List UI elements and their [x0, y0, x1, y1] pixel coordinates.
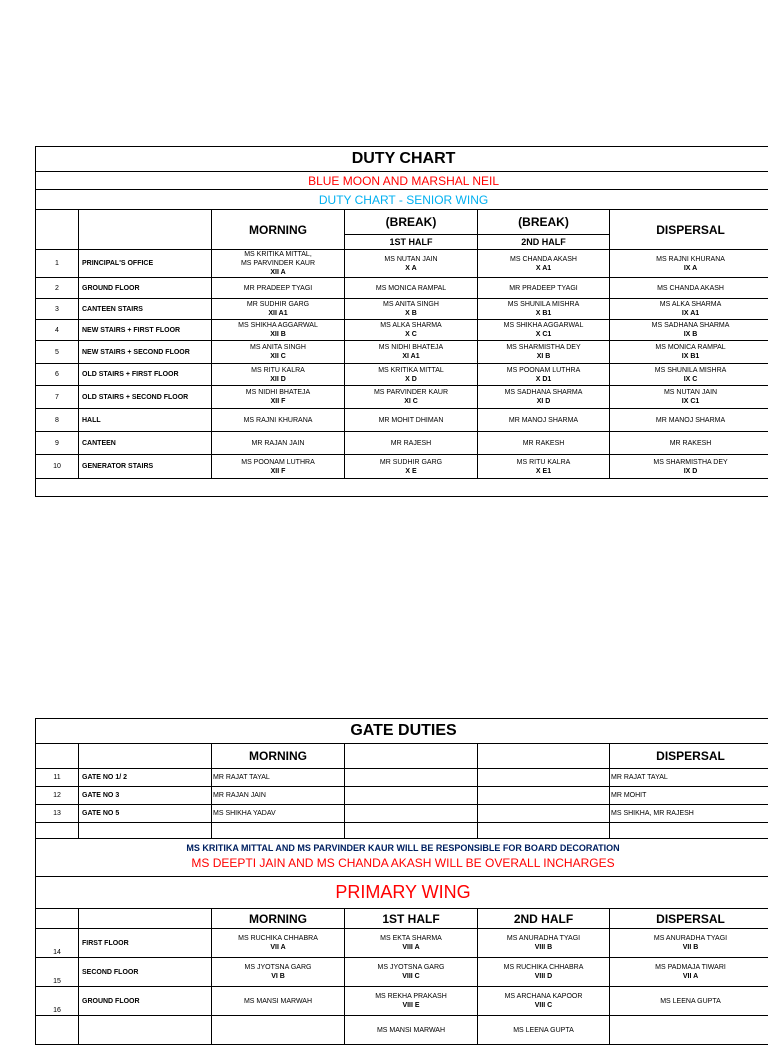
gate-dispersal-duty: MR RAJAT TAYAL — [610, 769, 768, 787]
duty-location: FIRST FLOOR — [79, 929, 212, 958]
duty-cell-d — [610, 250, 768, 278]
row-number: 3 — [36, 299, 79, 320]
duty-cell-d — [610, 409, 768, 432]
duty-chart-title: DUTY CHART — [36, 147, 768, 172]
teacher-name: MS RUCHIKA CHHABRA — [212, 934, 344, 943]
teacher-name: MS NIDHI BHATEJA — [345, 343, 477, 352]
primary-header-2nd-half: 2ND HALF — [478, 909, 610, 929]
blank-cell — [345, 769, 478, 787]
class-section: XI B — [478, 352, 609, 361]
duty-cell-h2 — [478, 987, 610, 1016]
duty-location: HALL — [79, 409, 212, 432]
teacher-name: MS SADHANA SHARMA — [610, 321, 768, 330]
duty-cell-d — [610, 958, 768, 987]
duty-cell-b1 — [345, 250, 478, 278]
teacher-name: MS CHANDA AKASH — [610, 284, 768, 293]
duty-cell-b2 — [478, 386, 610, 409]
row-number: 7 — [36, 386, 79, 409]
blank-header-cell — [36, 909, 79, 929]
blank-cell — [478, 479, 610, 497]
class-section: XII A — [212, 268, 344, 277]
duty-cell-m — [212, 299, 345, 320]
row-number: 2 — [36, 278, 79, 299]
senior-duty-table — [35, 146, 768, 497]
class-section: IX C — [610, 375, 768, 384]
blank-header-cell — [478, 744, 610, 769]
teacher-name: MR PRADEEP TYAGI — [478, 284, 609, 293]
duty-cell-b1 — [345, 364, 478, 386]
duty-cell-b2 — [478, 299, 610, 320]
duty-cell-m — [212, 958, 345, 987]
row-number: 6 — [36, 364, 79, 386]
duty-cell-b2 — [478, 455, 610, 479]
blank-header-cell — [36, 744, 79, 769]
class-section: IX A — [610, 264, 768, 273]
duty-location: CANTEEN STAIRS — [79, 299, 212, 320]
class-section: VII A — [610, 972, 768, 981]
teacher-name: MS ANITA SINGH — [345, 300, 477, 309]
teacher-name: MS SHUNILA MISHRA — [478, 300, 609, 309]
duty-cell-h1 — [345, 958, 478, 987]
teacher-name: MS MANSI MARWAH — [212, 997, 344, 1006]
class-section: XI D — [478, 397, 609, 406]
duty-location: OLD STAIRS + SECOND FLOOR — [79, 386, 212, 409]
duty-cell-b1 — [345, 278, 478, 299]
class-section: X D — [345, 375, 477, 384]
primary-wing-title: PRIMARY WING — [36, 876, 768, 908]
duty-cell-m — [212, 929, 345, 958]
teacher-name: MS MONICA RAMPAL — [610, 343, 768, 352]
row-number: 5 — [36, 341, 79, 364]
table-row — [36, 250, 768, 278]
class-section: X E1 — [478, 467, 609, 476]
teacher-name: MS SHIKHA AGGARWAL — [478, 321, 609, 330]
gate-location: GATE NO 5 — [79, 805, 212, 823]
class-section: IX C1 — [610, 397, 768, 406]
duty-location: SECOND FLOOR — [79, 958, 212, 987]
duty-cell-b2 — [478, 278, 610, 299]
teacher-name: MS PARVINDER KAUR — [345, 388, 477, 397]
gate-dispersal-duty: MS SHIKHA, MR RAJESH — [610, 805, 768, 823]
duty-cell-b1 — [345, 432, 478, 455]
teacher-name: MS ALKA SHARMA — [610, 300, 768, 309]
table-row — [36, 320, 768, 341]
class-section: VI B — [212, 972, 344, 981]
class-section: XII D — [212, 375, 344, 384]
teacher-name: MR MOHIT DHIMAN — [345, 416, 477, 425]
teacher-name: MS REKHA PRAKASH — [345, 992, 477, 1001]
teacher-name: MR PRADEEP TYAGI — [212, 284, 344, 293]
class-section: X D1 — [478, 375, 609, 384]
duty-cell-b2 — [478, 341, 610, 364]
duty-cell-h1 — [345, 1016, 478, 1045]
blank-header-cell — [79, 744, 212, 769]
class-section: IX D — [610, 467, 768, 476]
teacher-name: MS POONAM LUTHRA — [478, 366, 609, 375]
row-number: 14 — [36, 929, 79, 958]
teacher-name: MS JYOTSNA GARG — [345, 963, 477, 972]
gate-morning-duty: MR RAJAN JAIN — [212, 787, 345, 805]
duty-cell-d — [610, 1016, 768, 1045]
duty-location: GROUND FLOOR — [79, 278, 212, 299]
row-number: 15 — [36, 958, 79, 987]
table-row — [36, 364, 768, 386]
teacher-name: MS ARCHANA KAPOOR — [478, 992, 609, 1001]
duty-cell-d — [610, 299, 768, 320]
duty-cell-m — [212, 341, 345, 364]
class-section: XII F — [212, 467, 344, 476]
teacher-name: MS MONICA RAMPAL — [345, 284, 477, 293]
class-section: VII B — [610, 943, 768, 952]
blank-cell — [345, 823, 478, 839]
teacher-name: MS RUCHIKA CHHABRA — [478, 963, 609, 972]
teacher-name: MS ANITA SINGH — [212, 343, 344, 352]
teacher-name: MS NUTAN JAIN — [610, 388, 768, 397]
duty-cell-b2 — [478, 364, 610, 386]
blank-cell — [79, 479, 212, 497]
blank-cell — [212, 823, 345, 839]
table-row — [36, 432, 768, 455]
row-number: 16 — [36, 987, 79, 1016]
blank-cell — [478, 769, 610, 787]
blank-cell — [478, 805, 610, 823]
teacher-name: MR MANOJ SHARMA — [478, 416, 609, 425]
duty-cell-b1 — [345, 386, 478, 409]
duty-cell-b2 — [478, 250, 610, 278]
row-number: 13 — [36, 805, 79, 823]
header-break-1: (BREAK) — [345, 210, 478, 235]
duty-location: OLD STAIRS + FIRST FLOOR — [79, 364, 212, 386]
duty-location: PRINCIPAL'S OFFICE — [79, 250, 212, 278]
class-section: X A — [345, 264, 477, 273]
teacher-name: MS RAJNI KHURANA — [610, 255, 768, 264]
teacher-name: MR RAJAN JAIN — [212, 439, 344, 448]
blank-header-cell — [79, 909, 212, 929]
duty-cell-b2 — [478, 432, 610, 455]
duty-cell-b1 — [345, 320, 478, 341]
duty-cell-m — [212, 987, 345, 1016]
duty-location: GENERATOR STAIRS — [79, 455, 212, 479]
blank-cell — [345, 805, 478, 823]
duty-cell-d — [610, 386, 768, 409]
duty-cell-b1 — [345, 299, 478, 320]
header-dispersal: DISPERSAL — [610, 210, 768, 250]
duty-location: NEW STAIRS + SECOND FLOOR — [79, 341, 212, 364]
duty-cell-m — [212, 1016, 345, 1045]
duty-cell-h1 — [345, 987, 478, 1016]
duty-cell-m — [212, 250, 345, 278]
blank-cell — [610, 479, 768, 497]
duty-cell-m — [212, 409, 345, 432]
gate-location: GATE NO 3 — [79, 787, 212, 805]
teacher-name: MS ANURADHA TYAGI — [610, 934, 768, 943]
teacher-name: MS LEENA GUPTA — [478, 1026, 609, 1035]
blank-cell — [79, 823, 212, 839]
gate-header-dispersal: DISPERSAL — [610, 744, 768, 769]
duty-cell-h2 — [478, 1016, 610, 1045]
table-row — [36, 278, 768, 299]
header-1st-half: 1ST HALF — [345, 235, 478, 250]
gate-dispersal-duty: MR MOHIT — [610, 787, 768, 805]
row-number: 1 — [36, 250, 79, 278]
teacher-name: MS POONAM LUTHRA — [212, 458, 344, 467]
teacher-name: MS PARVINDER KAUR — [212, 259, 344, 268]
gate-header-morning: MORNING — [212, 744, 345, 769]
header-morning: MORNING — [212, 210, 345, 250]
duty-cell-h1 — [345, 929, 478, 958]
teacher-name: MS EKTA SHARMA — [345, 934, 477, 943]
school-name: BLUE MOON AND MARSHAL NEIL — [36, 172, 768, 190]
teacher-name: MS KRITIKA MITTAL, — [212, 250, 344, 259]
teacher-name: MS JYOTSNA GARG — [212, 963, 344, 972]
teacher-name: MR MANOJ SHARMA — [610, 416, 768, 425]
duty-cell-d — [610, 455, 768, 479]
class-section: XI C — [345, 397, 477, 406]
class-section: X C1 — [478, 330, 609, 339]
primary-header-morning: MORNING — [212, 909, 345, 929]
teacher-name: MS NUTAN JAIN — [345, 255, 477, 264]
teacher-name: MS NIDHI BHATEJA — [212, 388, 344, 397]
row-number: 8 — [36, 409, 79, 432]
blank-cell — [36, 823, 79, 839]
class-section: X A1 — [478, 264, 609, 273]
gate-duties-table — [35, 718, 768, 839]
gate-row — [36, 787, 768, 805]
table-row — [36, 958, 768, 987]
duty-cell-b1 — [345, 409, 478, 432]
gate-morning-duty: MS SHIKHA YADAV — [212, 805, 345, 823]
duty-cell-m — [212, 455, 345, 479]
teacher-name: MS SHARMISTHA DEY — [610, 458, 768, 467]
teacher-name: MS ANURADHA TYAGI — [478, 934, 609, 943]
class-section: X E — [345, 467, 477, 476]
class-section: XI A1 — [345, 352, 477, 361]
teacher-name: MS RAJNI KHURANA — [212, 416, 344, 425]
table-row — [36, 455, 768, 479]
blank-header-cell — [36, 210, 79, 250]
duty-cell-d — [610, 929, 768, 958]
blank-cell — [478, 823, 610, 839]
teacher-name: MS ALKA SHARMA — [345, 321, 477, 330]
duty-location: NEW STAIRS + FIRST FLOOR — [79, 320, 212, 341]
teacher-name: MS CHANDA AKASH — [478, 255, 609, 264]
row-number: 10 — [36, 455, 79, 479]
blank-cell — [36, 479, 79, 497]
class-section: XII C — [212, 352, 344, 361]
gate-duties-title: GATE DUTIES — [36, 719, 768, 744]
class-section: VIII D — [478, 972, 609, 981]
class-section: X B1 — [478, 309, 609, 318]
duty-cell-m — [212, 278, 345, 299]
teacher-name: MS RITU KALRA — [478, 458, 609, 467]
blank-row — [36, 479, 768, 497]
primary-wing-table — [35, 908, 768, 1045]
duty-cell-b1 — [345, 455, 478, 479]
table-row — [36, 1016, 768, 1045]
blank-cell — [212, 479, 345, 497]
overall-incharge-note: MS DEEPTI JAIN AND MS CHANDA AKASH WILL BE OVERALL INCHARGES — [36, 855, 768, 871]
senior-wing-subtitle: DUTY CHART - SENIOR WING — [36, 190, 768, 210]
gate-row — [36, 769, 768, 787]
blank-cell — [345, 787, 478, 805]
duty-cell-d — [610, 278, 768, 299]
teacher-name: MS PADMAJA TIWARI — [610, 963, 768, 972]
teacher-name: MS SHUNILA MISHRA — [610, 366, 768, 375]
duty-location: GROUND FLOOR — [79, 987, 212, 1016]
duty-cell-m — [212, 386, 345, 409]
class-section: XII B — [212, 330, 344, 339]
blank-header-cell — [79, 210, 212, 250]
teacher-name: MS SADHANA SHARMA — [478, 388, 609, 397]
teacher-name: MS KRITIKA MITTAL — [345, 366, 477, 375]
blank-cell — [610, 823, 768, 839]
teacher-name: MR RAJESH — [345, 439, 477, 448]
class-section: VIII A — [345, 943, 477, 952]
duty-cell-b2 — [478, 409, 610, 432]
class-section: VII A — [212, 943, 344, 952]
class-section: VIII B — [478, 943, 609, 952]
table-row — [36, 409, 768, 432]
duty-location — [79, 1016, 212, 1045]
teacher-name: MS LEENA GUPTA — [610, 997, 768, 1006]
duty-cell-m — [212, 364, 345, 386]
table-row — [36, 341, 768, 364]
board-decoration-note: MS KRITIKA MITTAL AND MS PARVINDER KAUR WILL BE RESPONSIBLE FOR BOARD DECORATION — [36, 841, 768, 855]
gate-row — [36, 805, 768, 823]
class-section: XII A1 — [212, 309, 344, 318]
class-section: IX B — [610, 330, 768, 339]
teacher-name: MS SHARMISTHA DEY — [478, 343, 609, 352]
table-row — [36, 386, 768, 409]
duty-cell-h2 — [478, 929, 610, 958]
row-number: 11 — [36, 769, 79, 787]
table-row — [36, 929, 768, 958]
duty-location: CANTEEN — [79, 432, 212, 455]
teacher-name: MS SHIKHA AGGARWAL — [212, 321, 344, 330]
table-row — [36, 987, 768, 1016]
blank-row — [36, 823, 768, 839]
row-number: 4 — [36, 320, 79, 341]
teacher-name: MR RAKESH — [610, 439, 768, 448]
class-section: VIII E — [345, 1001, 477, 1010]
class-section: IX B1 — [610, 352, 768, 361]
class-section: XII F — [212, 397, 344, 406]
primary-header-dispersal: DISPERSAL — [610, 909, 768, 929]
duty-cell-d — [610, 341, 768, 364]
class-section: X C — [345, 330, 477, 339]
duty-cell-b1 — [345, 341, 478, 364]
teacher-name: MS RITU KALRA — [212, 366, 344, 375]
blank-header-cell — [345, 744, 478, 769]
row-number: 12 — [36, 787, 79, 805]
table-row — [36, 299, 768, 320]
blank-cell — [345, 479, 478, 497]
duty-cell-b2 — [478, 320, 610, 341]
primary-header-1st-half: 1ST HALF — [345, 909, 478, 929]
row-number: 9 — [36, 432, 79, 455]
teacher-name: MR SUDHIR GARG — [345, 458, 477, 467]
class-section: IX A1 — [610, 309, 768, 318]
teacher-name: MS MANSI MARWAH — [345, 1026, 477, 1035]
duty-cell-m — [212, 432, 345, 455]
blank-cell — [478, 787, 610, 805]
teacher-name: MR SUDHIR GARG — [212, 300, 344, 309]
header-2nd-half: 2ND HALF — [478, 235, 610, 250]
class-section: X B — [345, 309, 477, 318]
class-section: VIII C — [345, 972, 477, 981]
duty-cell-m — [212, 320, 345, 341]
class-section: VIII C — [478, 1001, 609, 1010]
duty-cell-h2 — [478, 958, 610, 987]
notes-block — [35, 838, 768, 909]
duty-cell-d — [610, 432, 768, 455]
duty-cell-d — [610, 320, 768, 341]
gate-location: GATE NO 1/ 2 — [79, 769, 212, 787]
header-break-2: (BREAK) — [478, 210, 610, 235]
duty-cell-d — [610, 364, 768, 386]
duty-cell-d — [610, 987, 768, 1016]
gate-morning-duty: MR RAJAT TAYAL — [212, 769, 345, 787]
teacher-name: MR RAKESH — [478, 439, 609, 448]
row-number — [36, 1016, 79, 1045]
